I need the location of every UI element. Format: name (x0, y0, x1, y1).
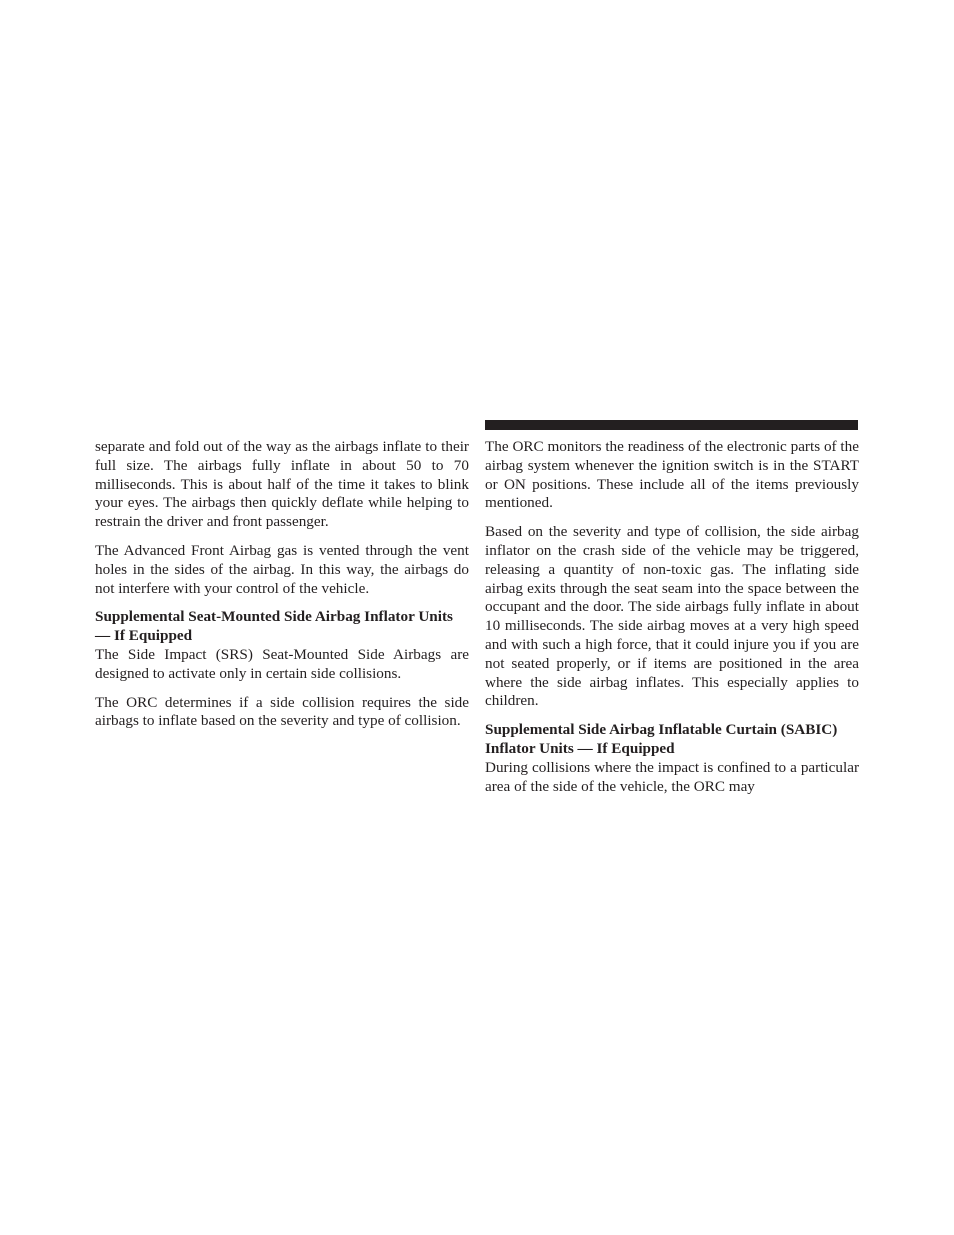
left-paragraph-2: The Advanced Front Airbag gas is vented through the vent holes in the sides of the airbag. In this way, the airbags do not interfere with your control of the vehicle. (95, 541, 469, 597)
left-paragraph-4: The ORC determines if a side collision requires the side airbags to inflate based on the severity and type of collision. (95, 693, 469, 730)
section-heading-sabic: Supplemental Side Airbag Inflatable Curtain (SABIC) Inflator Units — If Equipped (485, 721, 838, 757)
right-paragraph-1: The ORC monitors the readiness of the electronic parts of the airbag system whenever the ignition switch is in the START or ON positions. These include all of the items previously mentioned. (485, 438, 859, 512)
left-column (95, 438, 469, 741)
left-paragraph-1: separate and fold out of the way as the airbags inflate to their full size. The airbags fully inflate in about 50 to 70 milliseconds. This is about half of the time it takes to blink your eyes. The airbags then quickly deflate while helping to restrain the driver and front passenger. (95, 438, 469, 531)
right-column (485, 438, 859, 806)
header-rule (485, 420, 858, 430)
left-paragraph-3: The Side Impact (SRS) Seat-Mounted Side Airbags are designed to activate only in certain side collisions. (95, 645, 469, 682)
right-paragraph-2: Based on the severity and type of collision, the side airbag inflator on the crash side of the vehicle may be triggered, releasing a quantity of non-toxic gas. The inflating side airbag exits through the seat seam into the space between the occupant and the door. The side airbags fully inflate in about 10 milliseconds. The side airbag moves at a very high speed and with such a high force, that it could injure you if you are not seated properly, or if items are positioned in the area where the side airbag inflates. This especially applies to children. (485, 523, 859, 710)
right-paragraph-3: During collisions where the impact is confined to a particular area of the side of the vehicle, the ORC may (485, 758, 859, 795)
section-heading-seat-mounted-side-airbag: Supplemental Seat-Mounted Side Airbag Inflator Units — If Equipped (95, 608, 453, 645)
